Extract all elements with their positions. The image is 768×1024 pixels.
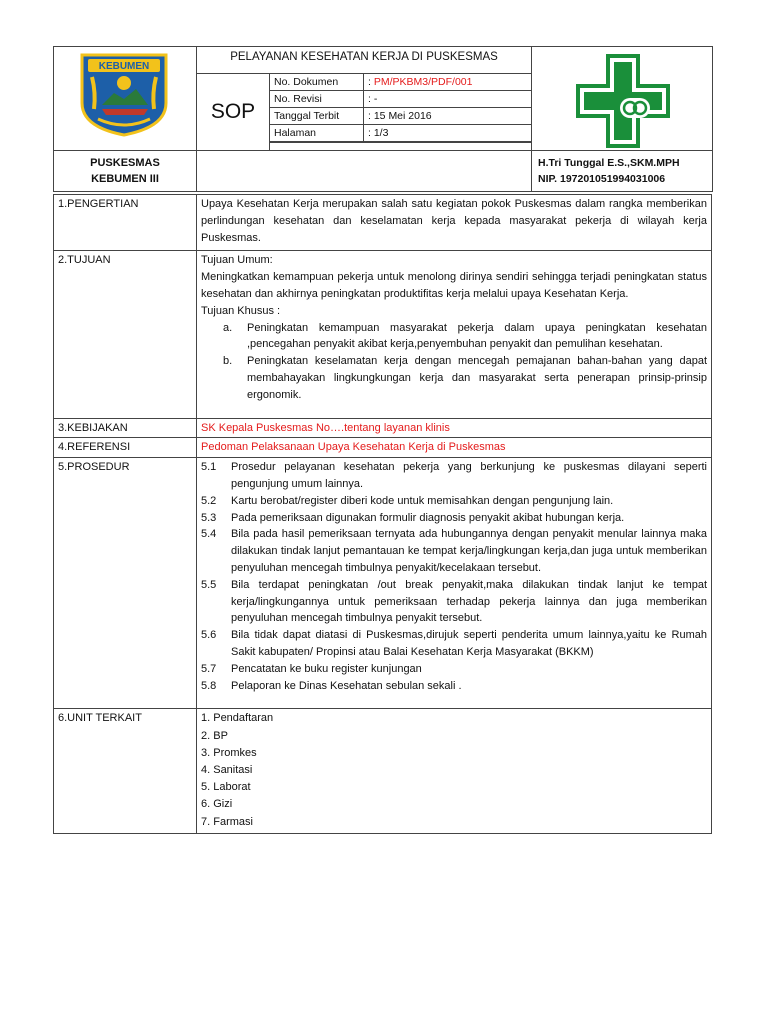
section-kebijakan: [54, 418, 712, 438]
sop-label: SOP: [197, 74, 270, 151]
meta-label: Halaman: [270, 125, 364, 142]
list-item: 5. Laborat: [201, 781, 251, 794]
list-item: 5.2 Kartu berobat/register diberi kode untuk memisahkan dengan pengunjung lain.: [201, 494, 614, 507]
section-pengertian: [54, 195, 712, 251]
list-item: 5.6 Bila tidak dapat diatasi di Puskesmas,dirujuk seperti penderita umum lainnya,yaitu ke Rumah Sakit kabupaten/ Propinsi atau Balai Kesehatan Kerja Masyarakat (BKKM): [201, 629, 707, 658]
section-label: 4.REFERENSI: [54, 438, 197, 458]
meta-label: Tanggal Terbit: [270, 108, 364, 125]
sop-title: PELAYANAN KESEHATAN KERJA DI PUSKESMAS: [197, 47, 532, 74]
sop-header: [53, 46, 713, 192]
list-item: 4. Sanitasi: [201, 763, 253, 776]
logo-text: KEBUMEN: [98, 61, 150, 72]
section-label: 3.KEBIJAKAN: [54, 418, 197, 438]
signer-block: [532, 151, 713, 192]
kebumen-logo-cell: [54, 47, 197, 151]
meta-label: No. Dokumen: [270, 74, 364, 91]
list-item: 5.4 Bila pada hasil pemeriksaan ternyata ada hubungannya dengan penyakit menular lainnya maka dilakukan tindak lanjut pemantauan ke tempat kerja/lingkungan kerja,dan juga untuk memberikan penyuluhan mencegah timbulnya penyakit/kecelakaan tersebut.: [201, 528, 707, 574]
list-item: 5.5 Bila terdapat peningkatan /out break penyakit,maka dilakukan tindak lanjut ke tempat kerja/lingkungannya untuk pemeriksaan terhadap pekerja lainnya dan juga memberikan penyuluhan mencegah timbulnya penyakit tersebut.: [201, 578, 707, 625]
list-item: a. Peningkatan kemampuan masyarakat pekerja dalam upaya peningkatan kesehatan ,pencegahan penyakit akibat kerja,penyembuhan penyakit dan pemulihan kesehatan.: [223, 321, 707, 351]
list-item: 6. Gizi: [201, 798, 233, 811]
signer-name: H.Tri Tunggal E.S.,SKM.MPH: [538, 157, 680, 169]
section-label: 5.PROSEDUR: [54, 458, 197, 709]
section-label: 1.PENGERTIAN: [54, 195, 197, 251]
section-referensi: [54, 438, 712, 458]
section-tujuan: [54, 251, 712, 418]
pengertian-text: Upaya Kesehatan Kerja merupakan salah satu kegiatan pokok Puskesmas dalam rangka memberikan perlindungan kesehatan dan keselamatan kerja kepada masyarakat pekerja di wilayah kerja Puskesmas.: [197, 195, 712, 251]
list-item: b. Peningkatan keselamatan kerja dengan mencegah pemajanan bahan-bahan yang dapat membahayakan lingkungkungan kerja dan masyarakat serta penerapan prinsip-prinsip ergonomik.: [223, 355, 707, 401]
tujuan-khusus-title: Tujuan Khusus :: [201, 304, 281, 317]
list-item: 5.3 Pada pemeriksaan digunakan formulir diagnosis penyakit akibat hubungan kerja.: [201, 511, 625, 524]
tujuan-umum-text: Meningkatkan kemampuan pekerja untuk menolong dirinya sendiri sehingga terjadi peningkatan status kesehatan dan akhirnya peningkatan produktifitas kerja melalui upaya Kesehatan Kerja.: [201, 271, 707, 300]
puskesmas-logo-cell: [532, 47, 713, 151]
puskesmas-cross-icon: [576, 54, 670, 148]
list-item: 7. Farmasi: [201, 815, 253, 828]
section-prosedur: [54, 458, 712, 709]
document-meta: No. Dokumen : PM/PKBM3/PDF/001 No. Revisi : - Tanggal Terbit : 15 Mei 2016 Halaman : 1/3: [270, 74, 532, 143]
list-item: 5.7 Pencatatan ke buku register kunjungan: [201, 662, 422, 675]
blank-cell: [197, 151, 532, 192]
puskesmas-name: PUSKESMAS KEBUMEN III: [54, 151, 197, 192]
list-item: 3. Promkes: [201, 746, 257, 759]
list-item: 2. BP: [201, 729, 228, 742]
kebijakan-text: SK Kepala Puskesmas No….tentang layanan klinis: [197, 418, 712, 438]
meta-value: -: [373, 93, 378, 105]
unit-list: [201, 710, 707, 830]
tujuan-umum-title: Tujuan Umum:: [201, 254, 273, 267]
meta-value: PM/PKBM3/PDF/001: [373, 76, 473, 88]
list-item: 5.8 Pelaporan ke Dinas Kesehatan sebulan sekali .: [201, 679, 462, 692]
meta-label: No. Revisi: [270, 91, 364, 108]
list-item: 1. Pendaftaran: [201, 712, 274, 725]
section-unit-terkait: [54, 709, 712, 833]
section-label: 6.UNIT TERKAIT: [54, 709, 197, 833]
prosedur-list: [201, 459, 707, 694]
referensi-text: Pedoman Pelaksanaan Upaya Kesehatan Kerja di Puskesmas: [197, 438, 712, 458]
list-item: 5.1 Prosedur pelayanan kesehatan pekerja yang berkunjung ke puskesmas dilayani seperti pengunjung umum lainnya.: [201, 461, 707, 490]
meta-value: 15 Mei 2016: [373, 110, 432, 122]
meta-value: 1/3: [373, 127, 389, 139]
signer-nip: NIP. 197201051994031006: [538, 173, 666, 185]
tujuan-khusus-list: [201, 320, 707, 404]
section-label: 2.TUJUAN: [54, 251, 197, 418]
kebumen-crest-icon: [78, 53, 170, 137]
sop-body: [53, 194, 712, 834]
